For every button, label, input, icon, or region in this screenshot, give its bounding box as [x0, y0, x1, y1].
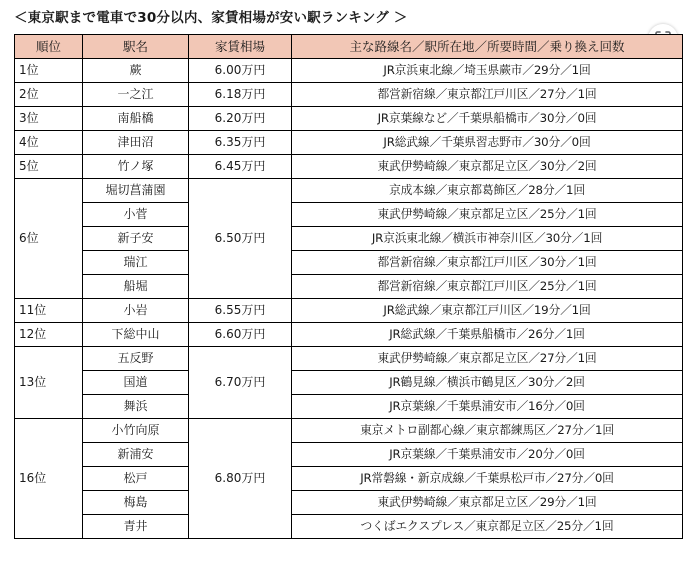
header-rent: 家賃相場 [189, 35, 292, 59]
route-info-cell: 東武伊勢崎線／東京都足立区／25分／1回 [292, 203, 683, 227]
table-row [15, 371, 683, 395]
table-row [15, 179, 683, 203]
page-title: ＜東京駅まで電車で30分以内、家賃相場が安い駅ランキング ＞ [14, 10, 408, 26]
rent-cell: 6.45万円 [189, 155, 292, 179]
table-row [15, 347, 683, 371]
table-row [15, 395, 683, 419]
ranking-table [14, 34, 683, 539]
route-info-cell: JR京浜東北線／埼玉県蕨市／29分／1回 [292, 59, 683, 83]
route-info-cell: JR総武線／千葉県習志野市／30分／0回 [292, 131, 683, 155]
station-cell: 国道 [83, 371, 189, 395]
rent-cell: 6.55万円 [189, 299, 292, 323]
header-station: 駅名 [83, 35, 189, 59]
route-info-cell: JR京葉線／千葉県浦安市／20分／0回 [292, 443, 683, 467]
rent-cell: 6.50万円 [189, 179, 292, 299]
route-info-cell: JR総武線／東京都江戸川区／19分／1回 [292, 299, 683, 323]
route-info-cell: 都営新宿線／東京都江戸川区／30分／1回 [292, 251, 683, 275]
station-cell: 下総中山 [83, 323, 189, 347]
rank-cell: 5位 [15, 155, 83, 179]
table-row [15, 131, 683, 155]
station-cell: 舞浜 [83, 395, 189, 419]
header-rank: 順位 [15, 35, 83, 59]
rent-cell: 6.35万円 [189, 131, 292, 155]
route-info-cell: 東武伊勢崎線／東京都足立区／30分／2回 [292, 155, 683, 179]
route-info-cell: つくばエクスプレス／東京都足立区／25分／1回 [292, 515, 683, 539]
station-cell: 南船橋 [83, 107, 189, 131]
table-row [15, 227, 683, 251]
table-row [15, 275, 683, 299]
header-route-info: 主な路線名／駅所在地／所要時間／乗り換え回数 [292, 35, 683, 59]
route-info-cell: 東京メトロ副都心線／東京都練馬区／27分／1回 [292, 419, 683, 443]
rent-cell: 6.60万円 [189, 323, 292, 347]
station-cell: 小竹向原 [83, 419, 189, 443]
station-cell: 蕨 [83, 59, 189, 83]
station-cell: 松戸 [83, 467, 189, 491]
station-cell: 梅島 [83, 491, 189, 515]
station-cell: 小岩 [83, 299, 189, 323]
table-row [15, 83, 683, 107]
rent-cell: 6.18万円 [189, 83, 292, 107]
rent-cell: 6.00万円 [189, 59, 292, 83]
rank-cell: 13位 [15, 347, 83, 419]
table-row [15, 323, 683, 347]
station-cell: 堀切菖蒲園 [83, 179, 189, 203]
rank-cell: 11位 [15, 299, 83, 323]
station-cell: 竹ノ塚 [83, 155, 189, 179]
station-cell: 新浦安 [83, 443, 189, 467]
route-info-cell: JR常磐線・新京成線／千葉県松戸市／27分／0回 [292, 467, 683, 491]
rent-cell: 6.80万円 [189, 419, 292, 539]
station-cell: 瑞江 [83, 251, 189, 275]
rank-cell: 4位 [15, 131, 83, 155]
table-row [15, 155, 683, 179]
route-info-cell: 東武伊勢崎線／東京都足立区／29分／1回 [292, 491, 683, 515]
table-header-row [15, 35, 683, 59]
station-cell: 一之江 [83, 83, 189, 107]
route-info-cell: JR鶴見線／横浜市鶴見区／30分／2回 [292, 371, 683, 395]
route-info-cell: 京成本線／東京都葛飾区／28分／1回 [292, 179, 683, 203]
station-cell: 青井 [83, 515, 189, 539]
station-cell: 船堀 [83, 275, 189, 299]
station-cell: 津田沼 [83, 131, 189, 155]
route-info-cell: 都営新宿線／東京都江戸川区／25分／1回 [292, 275, 683, 299]
station-cell: 新子安 [83, 227, 189, 251]
rank-cell: 6位 [15, 179, 83, 299]
rent-cell: 6.70万円 [189, 347, 292, 419]
route-info-cell: JR京葉線／千葉県浦安市／16分／0回 [292, 395, 683, 419]
table-row [15, 515, 683, 539]
table-row [15, 251, 683, 275]
table-row [15, 107, 683, 131]
route-info-cell: 東武伊勢崎線／東京都足立区／27分／1回 [292, 347, 683, 371]
table-row [15, 299, 683, 323]
table-row [15, 203, 683, 227]
table-body [15, 59, 683, 539]
rent-cell: 6.20万円 [189, 107, 292, 131]
station-cell: 小菅 [83, 203, 189, 227]
route-info-cell: JR京浜東北線／横浜市神奈川区／30分／1回 [292, 227, 683, 251]
rank-cell: 16位 [15, 419, 83, 539]
table-row [15, 59, 683, 83]
station-cell: 五反野 [83, 347, 189, 371]
rank-cell: 12位 [15, 323, 83, 347]
route-info-cell: JR京葉線など／千葉県船橋市／30分／0回 [292, 107, 683, 131]
table-row [15, 419, 683, 443]
rank-cell: 3位 [15, 107, 83, 131]
rank-cell: 1位 [15, 59, 83, 83]
rank-cell: 2位 [15, 83, 83, 107]
table-row [15, 443, 683, 467]
table-row [15, 491, 683, 515]
table-row [15, 467, 683, 491]
route-info-cell: JR総武線／千葉県船橋市／26分／1回 [292, 323, 683, 347]
route-info-cell: 都営新宿線／東京都江戸川区／27分／1回 [292, 83, 683, 107]
